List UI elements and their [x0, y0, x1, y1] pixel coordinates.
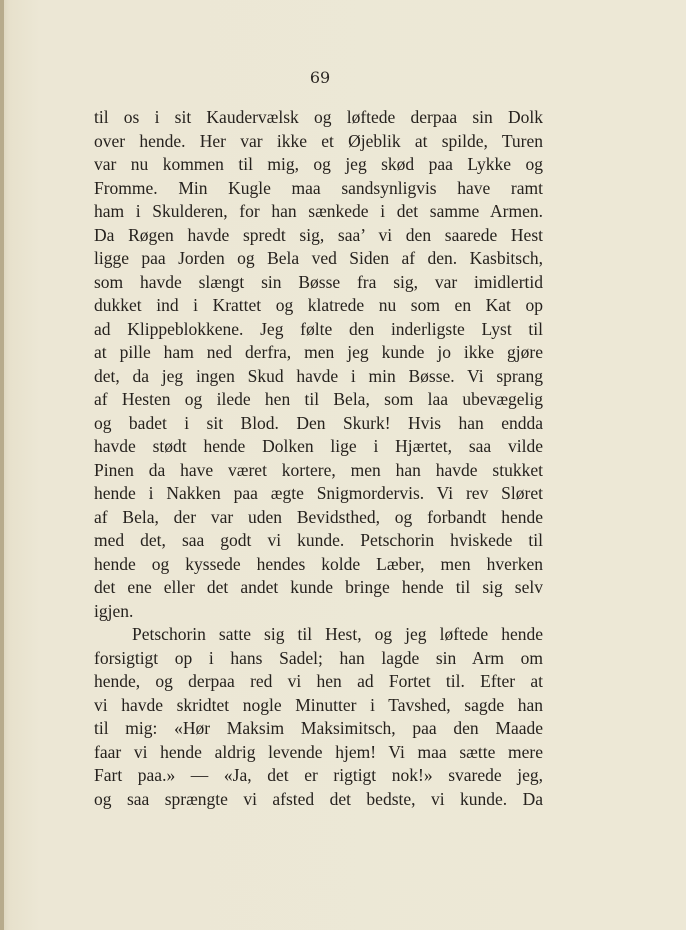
text-line: at pille ham ned derfra, men jeg kunde jo ikke gjøre [94, 342, 543, 362]
page-binding-edge [0, 0, 4, 930]
text-line: og badet i sit Blod. Den Skurk! Hvis han endda [94, 412, 543, 433]
text-line: havde stødt hende Dolken lige i Hjærtet, saa vilde [94, 436, 543, 456]
text-line: af Hesten og ilede hen til Bela, som laa ubevægelig [94, 389, 543, 409]
text-line: som havde slængt sin Bøsse fra sig, var imidlertid [94, 271, 543, 292]
text-line: hende i Nakken paa ægte Snigmordervis. Vi rev Sløret [94, 483, 543, 503]
text-line: Fart paa.» — «Ja, det er rigtigt nok!» svarede jeg, [94, 765, 543, 785]
text-line: ligge paa Jorden og Bela ved Siden af den. Kasbitsch, [94, 248, 543, 268]
text-line-paragraph-start: Petschorin satte sig til Hest, og jeg løftede hende [132, 624, 543, 644]
text-line: til os i sit Kaudervælsk og løftede derpaa sin Dolk [94, 107, 543, 127]
text-line: ad Klippeblokkene. Jeg følte den inderligste Lyst til [94, 318, 543, 339]
text-line: Da Røgen havde spredt sig, saa’ vi den saarede Hest [94, 224, 543, 245]
text-line: og saa sprængte vi afsted det bedste, vi kunde. Da [94, 788, 543, 809]
text-line: Fromme. Min Kugle maa sandsynligvis have ramt [94, 177, 543, 198]
text-line: var nu kommen til mig, og jeg skød paa Lykke og [94, 154, 543, 174]
text-line: over hende. Her var ikke et Øjeblik at spilde, Turen [94, 130, 543, 151]
text-line: dukket ind i Krattet og klatrede nu som en Kat op [94, 295, 543, 315]
text-line: det ene eller det andet kunde bringe hende til sig selv [94, 577, 543, 597]
text-line: Pinen da have været kortere, men han havde stukket [94, 459, 543, 480]
text-line: hende og kyssede hendes kolde Læber, men hverken [94, 553, 543, 574]
text-line: hende, og derpaa red vi hen ad Fortet til. Efter at [94, 671, 543, 691]
page-number: 69 [309, 68, 331, 87]
text-line: af Bela, der var uden Bevidsthed, og forbandt hende [94, 506, 543, 527]
text-line: faar vi hende aldrig levende hjem! Vi maa sætte mere [94, 741, 543, 762]
body-text [94, 106, 543, 811]
text-line: forsigtigt op i hans Sadel; han lagde sin Arm om [94, 647, 543, 668]
text-line: med det, saa godt vi kunde. Petschorin hviskede til [94, 530, 543, 550]
text-line-paragraph-end: igjen. [94, 600, 134, 621]
text-line: vi havde skridtet nogle Minutter i Tavshed, sagde han [94, 694, 543, 715]
text-line: ham i Skulderen, for han sænkede i det samme Armen. [94, 201, 543, 221]
text-line: til mig: «Hør Maksim Maksimitsch, paa den Maade [94, 718, 543, 738]
text-line: det, da jeg ingen Skud havde i min Bøsse. Vi sprang [94, 365, 543, 386]
